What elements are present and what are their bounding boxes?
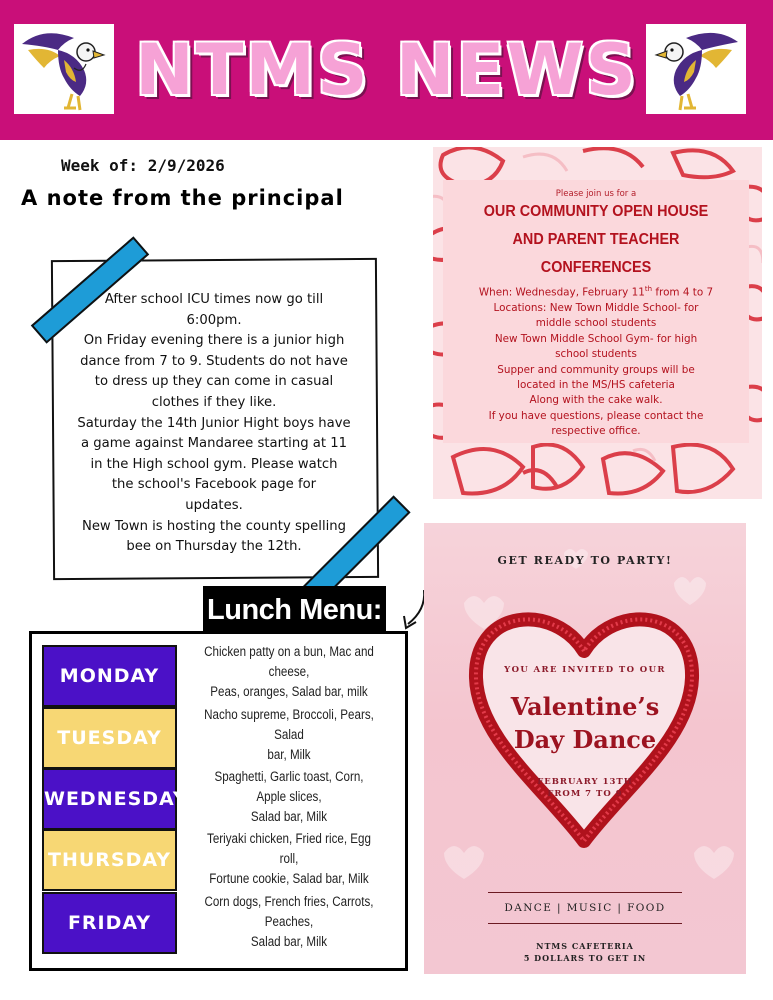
open-house-title-line1: OUR COMMUNITY OPEN HOUSE xyxy=(483,203,709,220)
valentine-ready-text: GET READY TO PARTY! xyxy=(497,554,673,567)
menu-friday: Corn dogs, French fries, Carrots, Peaches, Salad bar, Milk xyxy=(204,894,374,949)
open-house-when: When: Wednesday, February 11th from 4 to 7 xyxy=(478,285,714,299)
valentine-invited-text: YOU ARE INVITED TO OUR xyxy=(504,665,666,675)
menu-tuesday: Nacho supreme, Broccoli, Pears, Salad bar, Milk xyxy=(204,707,374,762)
principal-note-heading: A note from the principal xyxy=(21,186,344,210)
valentine-footer: NTMS CAFETERIA 5 DOLLARS TO GET IN xyxy=(523,941,647,963)
menu-thursday: Teriyaki chicken, Fried rice, Egg roll, Fortune cookie, Salad bar, Milk xyxy=(207,831,371,886)
principal-note-text: After school ICU times now go till 6:00pm. On Friday evening there is a junior high dance from 7 to 9. Students do not have to dress up they can come in casual clothes if they like. Saturday the 14th Junior Hight boys have a game against Mandaree starting at 11 in the High school gym. Please watch the school's Facebook page for updates. New Town is hosting the county spelling bee on Thursday the 12th. xyxy=(77,292,351,555)
day-monday: MONDAY xyxy=(42,645,177,707)
menu-wednesday: Spaghetti, Garlic toast, Corn, Apple slices, Salad bar, Milk xyxy=(214,769,364,824)
day-thursday: THURSDAY xyxy=(42,829,177,891)
open-house-title-line3: CONFERENCES xyxy=(540,259,652,276)
menu-monday: Chicken patty on a bun, Mac and cheese, Peas, oranges, Salad bar, milk xyxy=(204,644,374,699)
valentine-title: Valentine’s Day Dance xyxy=(510,692,660,754)
open-house-details: When: Wednesday, February 11th from 4 to 7 Locations: New Town Middle School- for middle school students New Town Middle School Gym- for high school students Supper and community groups will be located in the MS/HS cafeteria Along with the cake walk. If you have questions, please contact the respective office. xyxy=(455,282,737,440)
open-house-title-line2: AND PARENT TEACHER xyxy=(512,231,680,248)
eagle-mascot-icon xyxy=(14,24,114,114)
valentine-date: FEBRUARY 13TH FROM 7 TO 9 xyxy=(537,777,633,799)
week-of-label: Week of: 2/9/2026 xyxy=(61,156,225,175)
valentine-features: DANCE | MUSIC | FOOD xyxy=(488,892,682,924)
day-tuesday: TUESDAY xyxy=(42,707,177,769)
day-friday: FRIDAY xyxy=(42,892,177,954)
day-wednesday: WEDNESDAY xyxy=(42,768,177,830)
lunch-menu-title: Lunch Menu: xyxy=(203,586,386,634)
newsletter-title: NTMS NEWS xyxy=(135,29,638,111)
eagle-mascot-icon xyxy=(646,24,746,114)
open-house-invite: Please join us for a xyxy=(555,189,637,199)
